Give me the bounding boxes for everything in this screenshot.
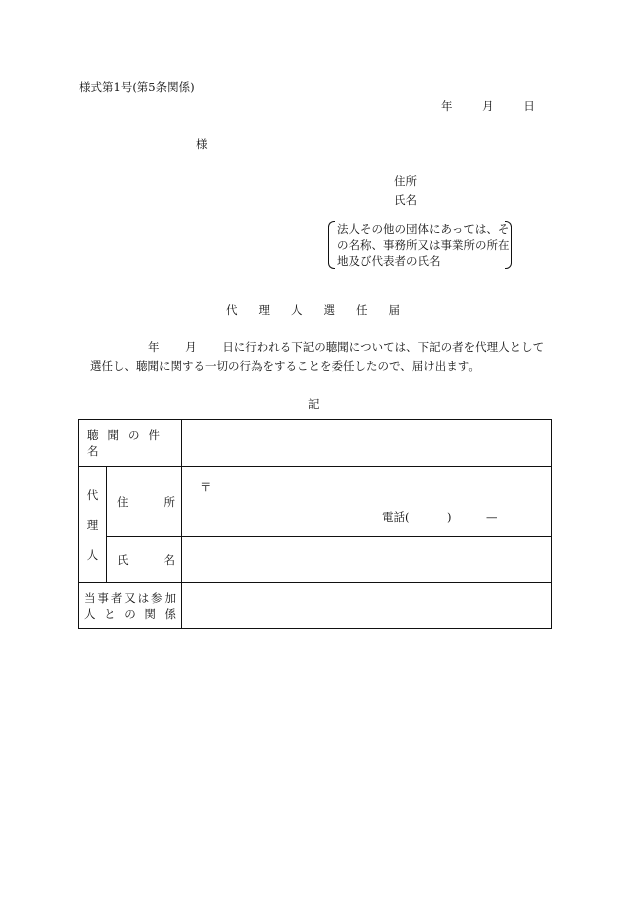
representative-char: 理 [86, 517, 99, 532]
hearing-case-value[interactable] [182, 420, 552, 467]
date-line [441, 101, 535, 113]
relation-char: 又 [124, 590, 136, 605]
relation-char: は [137, 590, 150, 605]
relation-label-line2 [84, 606, 176, 622]
title-char: 人 [291, 303, 303, 317]
relation-char: 当 [84, 590, 96, 605]
title-char: 代 [226, 303, 238, 317]
body-month-label: 月 [185, 340, 197, 354]
relation-char: 人 [84, 606, 96, 621]
name-label-char: 名 [163, 552, 175, 567]
applicant-name-label: 氏名 [394, 193, 417, 207]
relation-value[interactable] [182, 583, 552, 629]
corporate-note-line: 地及び代表者の氏名 [337, 254, 441, 268]
relation-label-line1 [84, 590, 176, 606]
body-text-line2: 選任し、聴聞に関する一切の行為をすることを委任したので、届け出ます。 [90, 359, 480, 373]
title-char: 任 [356, 303, 368, 317]
body-line1-text: 日に行われる下記の聴聞については、下記の者を代理人として [222, 340, 545, 354]
name-label-char: 氏 [117, 552, 129, 567]
corporate-note-line: 法人その他の団体にあっては、そ [337, 222, 510, 236]
corporate-note-line: の名称、事務所又は事業所の所在 [337, 238, 510, 252]
title-char: 選 [323, 303, 335, 317]
record-table [78, 419, 552, 629]
relation-char: 係 [164, 606, 176, 621]
form-number: 様式第1号(第5条関係) [79, 80, 195, 94]
address-label [107, 467, 182, 537]
phone-close-paren: ) [447, 510, 452, 524]
title-char: 理 [258, 303, 270, 317]
ki-heading: 記 [308, 397, 320, 411]
body-year-label: 年 [148, 340, 160, 354]
relation-char: の [124, 606, 136, 621]
body-text-line1 [148, 342, 544, 354]
relation-char: 参 [151, 590, 163, 605]
bracket-left [328, 221, 335, 269]
phone-dash: — [486, 510, 498, 524]
name-label [107, 537, 182, 583]
document-title [226, 305, 400, 317]
address-label-char: 住 [117, 494, 129, 509]
table-row [79, 583, 552, 629]
title-char: 届 [388, 303, 400, 317]
relation-char: 事 [97, 590, 109, 605]
postal-mark: 〒 [200, 480, 212, 494]
address-value[interactable] [182, 467, 552, 537]
relation-char: と [104, 606, 116, 621]
date-day-label: 日 [523, 99, 535, 113]
corporate-note [328, 221, 512, 269]
relation-label [79, 583, 182, 629]
representative-char: 人 [86, 547, 99, 562]
date-month-label: 月 [482, 99, 494, 113]
phone-label: 電話( [382, 510, 410, 524]
representative-char: 代 [86, 487, 99, 502]
table-row [79, 467, 552, 537]
relation-char: 関 [144, 606, 156, 621]
date-year-label: 年 [441, 99, 453, 113]
representative-label [79, 467, 107, 583]
name-value[interactable] [182, 537, 552, 583]
table-row [79, 420, 552, 467]
relation-char: 者 [110, 590, 123, 605]
applicant-address-label: 住所 [394, 174, 417, 188]
hearing-case-label-text: 聴聞の件名 [87, 428, 169, 458]
relation-char: 加 [164, 590, 176, 605]
address-label-char: 所 [163, 494, 175, 509]
addressee-suffix: 様 [196, 137, 208, 151]
hearing-case-label [79, 420, 182, 467]
table-row [79, 537, 552, 583]
